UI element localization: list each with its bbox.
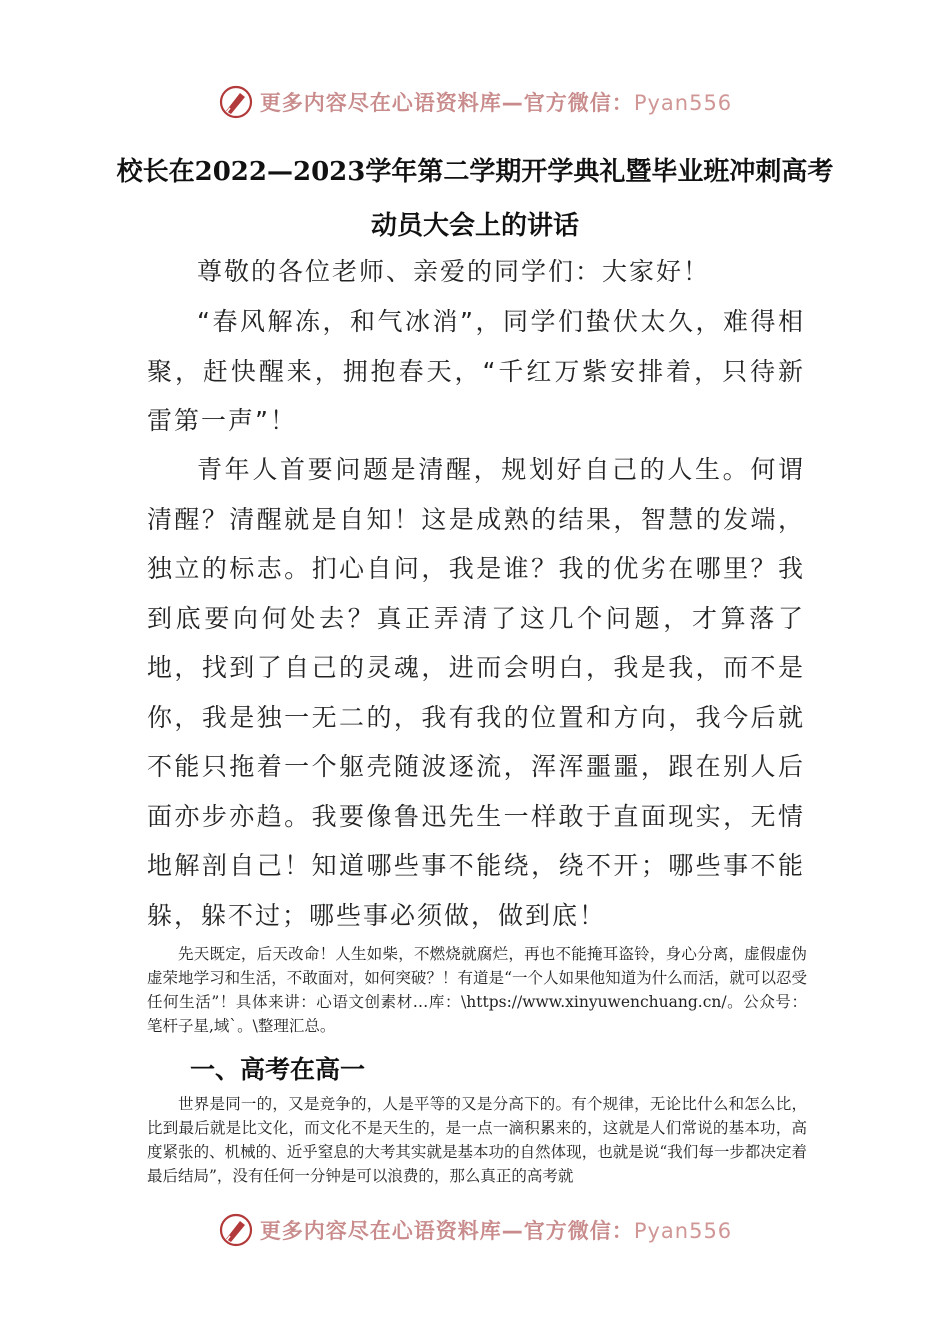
- header-banner: [0, 80, 950, 124]
- footer-banner: [0, 1208, 950, 1252]
- paragraph-1: “春风解冻，和气冰消”，同学们蛰伏太久，难得相聚，赶快醒来，拥抱春天，“千红万紫安排着，只待新雷第一声”！: [147, 307, 805, 435]
- paragraph-2: 青年人首要问题是清醒，规划好自己的人生。何谓清醒？清醒就是自知！这是成熟的结果，智慧的发端，独立的标志。扪心自问，我是谁？我的优劣在哪里？我到底要向何处去？真正弄清了这几个问题，才算落了地，找到了自己的灵魂，进而会明白，我是我，而不是你，我是独一无二的，我有我的位置和方向，我今后就不能只拖着一个躯壳随波逐流，浑浑噩噩，跟在别人后面亦步亦趋。我要像鲁迅先生一样敢于直面现实，无情地解剖自己！知道哪些事不能绕，绕不开；哪些事不能躲，躲不过；哪些事必须做，做到底！: [147, 455, 805, 930]
- small-paragraph-1: 先天既定，后天改命！人生如柴，不燃烧就腐烂，再也不能掩耳盗铃，身心分离，虚假虚伪虚荣地学习和生活，不敢面对，如何突破？！有道是“一个人如果他知道为什么而活，就可以忍受任何生活”！具体来讲：心语文创素材…库：\https://www.xinyuwenchuang.cn/。公众号：笔杆子星,域`。\整理汇总。: [147, 945, 807, 1035]
- banner-text: 更多内容尽在心语资料库—官方微信：Pyan556: [259, 1219, 733, 1243]
- wechat-id: Pyan556: [633, 91, 733, 115]
- pen-nib-logo-icon: [218, 1212, 254, 1248]
- document-title: 校长在2022—2023学年第二学期开学典礼暨毕业班冲刺高考动员大会上的讲话: [116, 157, 834, 241]
- section-heading: 一、高考在高一: [190, 1055, 366, 1084]
- greeting: 尊敬的各位老师、亲爱的同学们：大家好！: [197, 257, 711, 286]
- wechat-id: Pyan556: [633, 1219, 733, 1243]
- pen-nib-logo-icon: [218, 84, 254, 120]
- small-paragraph-2: 世界是同一的，又是竞争的，人是平等的又是分高下的。有个规律，无论比什么和怎么比，比到最后就是比文化，而文化不是天生的，是一点一滴积累来的，这就是人们常说的基本功，高度紧张的、机械的、近乎窒息的大考其实就是基本功的自然体现，也就是说“我们每一步都决定着最后结局”，没有任何一分钟是可以浪费的，那么真正的高考就: [147, 1095, 807, 1185]
- banner-text: 更多内容尽在心语资料库—官方微信：Pyan556: [259, 91, 733, 115]
